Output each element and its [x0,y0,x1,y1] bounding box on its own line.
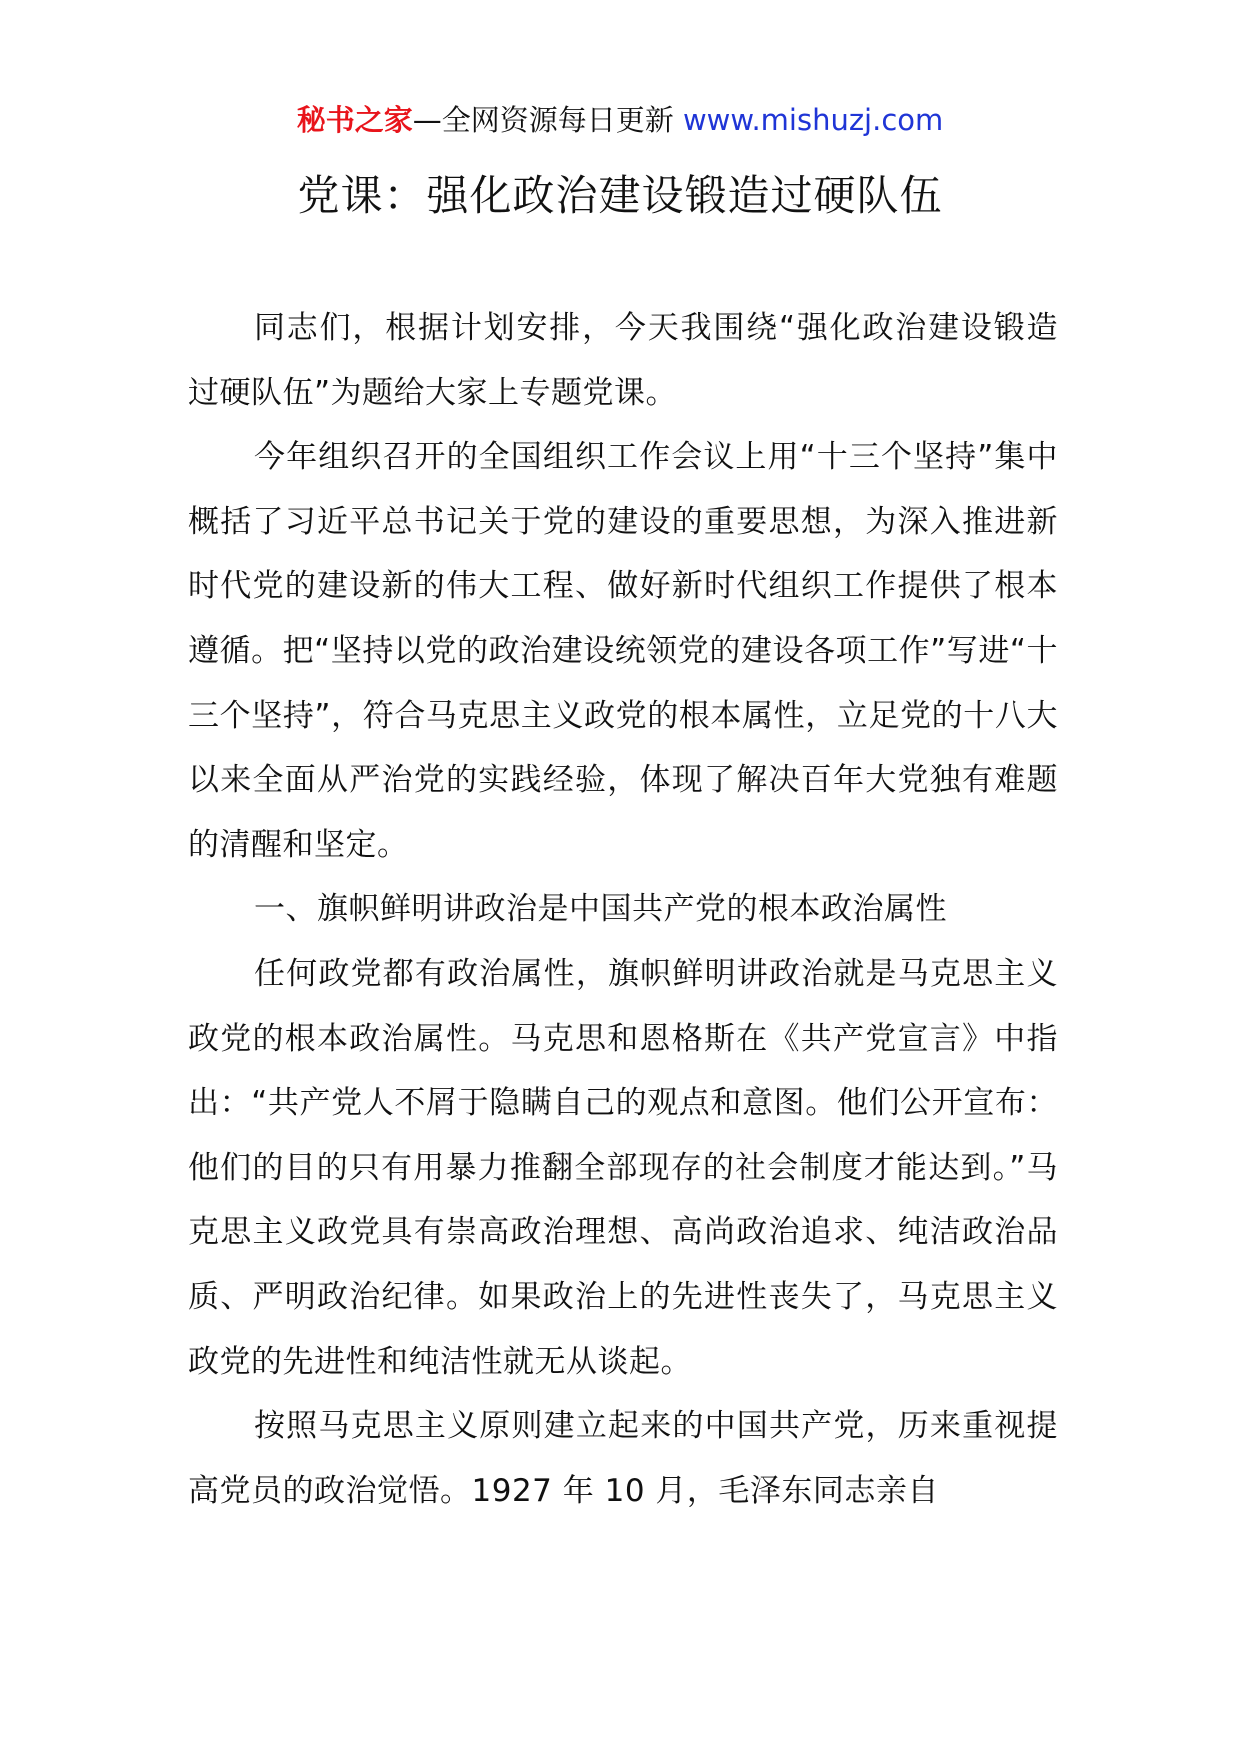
document-title: 党课：强化政治建设锻造过硬队伍 [297,171,943,220]
paragraph-intro: 同志们，根据计划安排，今天我围绕“强化政治建设锻造过硬队伍”为题给大家上专题党课。 [188,310,1058,411]
header-banner [0,100,1240,140]
paragraph-political-attribute: 任何政党都有政治属性，旗帜鲜明讲政治就是马克思主义政党的根本政治属性。马克思和恩格斯在《共产党宣言》中指出：“共产党人不屑于隐瞒自己的观点和意图。他们公开宣布：他们的目的只有用暴力推翻全部现存的社会制度才能达到。”马克思主义政党具有崇高政治理想、高尚政治追求、纯洁政治品质、严明政治纪律。如果政治上的先进性丧失了，马克思主义政党的先进性和纯洁性就无从谈起。 [188,955,1058,1380]
paragraph-history: 按照马克思主义原则建立起来的中国共产党，历来重视提高党员的政治觉悟。1927 年 10 月，毛泽东同志亲自 [188,1408,1058,1509]
paragraph-conference: 今年组织召开的全国组织工作会议上用“十三个坚持”集中概括了习近平总书记关于党的建设的重要思想，为深入推进新时代党的建设新的伟大工程、做好新时代组织工作提供了根本遵循。把“坚持以党的政治建设统领党的建设各项工作”写进“十三个坚持”，符合马克思主义政党的根本属性，立足党的十八大以来全面从严治党的实践经验，体现了解决百年大党独有难题的清醒和坚定。 [188,439,1058,863]
header-tagline: —全网资源每日更新 [412,103,674,137]
brand-name: 秘书之家 [296,103,413,137]
site-url-link[interactable]: www.mishuzj.com [682,103,944,137]
document-body [188,296,1058,1523]
section-heading: 一、旗帜鲜明讲政治是中国共产党的根本政治属性 [254,891,947,928]
